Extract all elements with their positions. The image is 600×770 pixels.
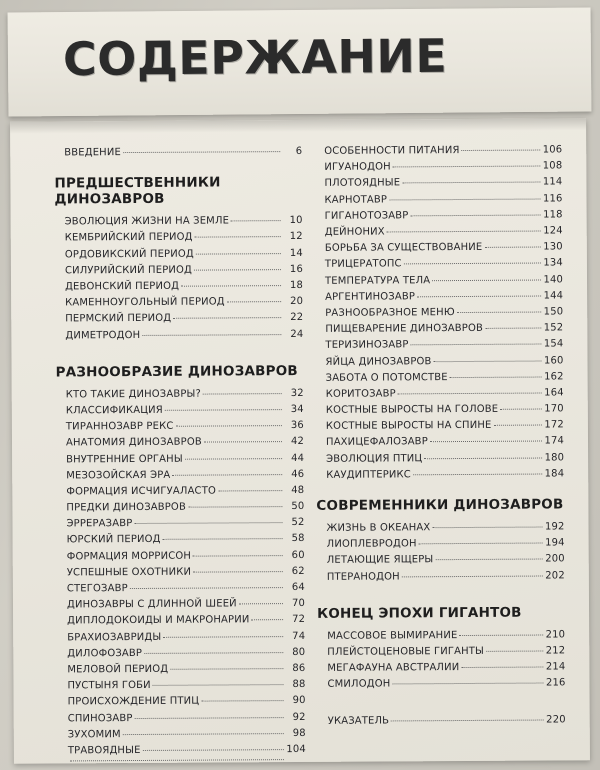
toc-entry-page: 154 [543,338,564,350]
toc-entry-page: 104 [286,743,306,755]
toc-entry-page: 72 [292,614,306,626]
toc-entry-page: 152 [543,322,564,334]
toc-entry-page: 150 [543,306,564,318]
toc-entry[interactable] [56,467,304,485]
toc-entry-page: 184 [544,468,565,480]
toc-entry-label: ЭВОЛЮЦИЯ ПТИЦ [326,452,423,465]
leader-dots [193,555,283,557]
leader-dots [457,311,541,313]
toc-entry-label: КОСТНЫЕ ВЫРОСТЫ НА СПИНЕ [325,420,492,433]
toc-entry-page: 50 [291,501,305,513]
toc-entry[interactable] [55,213,303,231]
toc-entry-label: ЭРРЕРАЗАВР [66,518,133,530]
leader-dots [500,409,542,410]
leader-dots [231,220,281,221]
toc-entry[interactable] [316,466,564,484]
toc-entry[interactable] [315,288,563,306]
toc-entry[interactable] [55,310,303,328]
toc-entry-label: ПЛОТОЯДНЫЕ [324,177,401,190]
toc-entry[interactable] [315,337,563,355]
toc-entry[interactable] [56,402,304,420]
toc-entry-label: ЮРСКИЙ ПЕРИОД [66,534,161,546]
toc-entry-label: ТИРАННОЗАВР РЕКС [65,420,174,433]
toc-entry-page: 52 [291,517,305,529]
toc-entry-page: 192 [544,521,565,533]
toc-entry-page: 48 [291,484,305,496]
section-end-of-giants [317,604,566,693]
toc-entry-page: 144 [543,290,564,302]
toc-entry-page: 200 [545,553,565,565]
toc-entry-label: ДИМЕТРОДОН [65,329,141,342]
toc-entry[interactable] [315,223,563,241]
contents-sheet [10,118,590,764]
toc-entry-page: 220 [546,713,566,726]
leader-dots [153,684,284,686]
toc-entry-page: 130 [543,241,563,253]
leader-dots [430,441,542,443]
toc-entry-label: ДИНОЗАВРЫ С ДЛИННОЙ ШЕЕЙ [66,598,237,611]
leader-dots [389,198,540,200]
toc-entry[interactable] [318,712,566,730]
toc-entry[interactable] [57,677,305,695]
toc-entry-label: СИЛУРИЙСКИЙ ПЕРИОД [64,264,193,277]
toc-entry-page: 64 [291,582,305,594]
toc-entry-label: ПЛЕЙСТОЦЕНОВЫЕ ГИГАНТЫ [327,645,485,658]
toc-entry-page: 108 [542,160,563,172]
toc-entry[interactable] [314,191,562,209]
toc-entry-label: КОСТНЫЕ ВЫРОСТЫ НА ГОЛОВЕ [325,403,499,416]
leader-dots [434,360,542,362]
toc-entry[interactable] [58,726,306,744]
leader-dots [398,392,542,394]
toc-entry-page: 216 [545,677,566,689]
toc-entry[interactable] [317,536,565,554]
toc-entry-label: СПИНОЗАВР [67,712,133,724]
toc-entry[interactable] [317,676,565,694]
toc-entry-label: МЕГАФАУНА АВСТРАЛИИ [327,662,460,674]
toc-entry-page: 22 [290,312,304,324]
toc-entry-page: 140 [543,273,564,286]
toc-entry-page: 42 [290,436,305,448]
toc-entry-page: 20 [290,296,304,308]
toc-entry[interactable] [55,326,303,344]
toc-entry-page: 36 [290,420,304,432]
leader-dots [459,634,543,636]
leader-dots [493,425,541,426]
toc-entry-label: СТЕГОЗАВР [66,583,128,595]
leader-dots [193,571,283,573]
toc-entry[interactable] [56,483,304,501]
contents-column-right [314,142,566,749]
toc-entry-page: 106 [542,144,563,156]
leader-dots [203,393,282,394]
toc-entry[interactable] [316,434,564,452]
toc-entry[interactable] [316,519,564,537]
toc-entry-page: 210 [545,629,566,641]
leader-dots [393,166,541,168]
toc-entry-label: ЛЕТАЮЩИЕ ЯЩЕРЫ [326,554,434,567]
toc-entry-page: 202 [545,569,565,582]
leader-dots [163,539,283,541]
toc-entry[interactable] [315,256,563,274]
toc-entry-label: КАМЕННОУГОЛЬНЫЙ ПЕРИОД [65,296,225,309]
toc-entry-page: 98 [292,727,306,739]
leader-dots [419,543,543,545]
toc-entry-label: ЭВОЛЮЦИЯ ЖИЗНИ НА ЗЕМЛЕ [64,215,230,228]
continued-entries [314,142,564,483]
toc-entry-label: ВВЕДЕНИЕ [64,147,121,159]
toc-entry-label: ПЕРМСКИЙ ПЕРИОД [65,313,172,325]
toc-entry-page: 32 [290,387,304,399]
toc-entry-page: 88 [292,679,306,691]
leader-dots [123,733,284,735]
toc-entry-label: МАССОВОЕ ВЫМИРАНИЕ [327,629,458,642]
leader-dots [411,344,542,346]
toc-entry[interactable] [315,272,563,290]
leader-dots [432,279,541,281]
toc-entry-label: ТРАВОЯДНЫЕ [67,744,141,757]
toc-entry-page: 10 [289,215,303,227]
leader-dots [391,719,544,721]
toc-entry[interactable] [56,515,304,533]
toc-entry-page: 34 [290,403,304,416]
leader-dots [392,683,543,685]
toc-entry[interactable] [58,709,306,727]
toc-entry-label: ЗУХОМИМ [67,728,121,741]
leader-dots [201,700,283,702]
toc-entry[interactable] [55,246,303,264]
leader-dots [461,667,543,669]
toc-entry[interactable] [55,294,303,312]
leader-dots [402,182,540,184]
toc-entry-label: ГИГАНОТОЗАВР [324,210,409,222]
toc-entry-label: РАЗНООБРАЗНОЕ МЕНЮ [325,307,455,319]
section-contemporaries [316,496,565,585]
leader-dots [484,247,540,248]
toc-entry-label: УКАЗАТЕЛЬ [327,714,390,727]
toc-entry-label: ВНУТРЕННИЕ ОРГАНЫ [66,453,183,465]
leader-dots [70,759,284,761]
leader-dots [134,522,282,524]
leader-dots [413,473,542,475]
toc-entry-page: 12 [289,231,303,243]
leader-dots [142,334,281,336]
toc-entry-page: 60 [291,549,305,561]
leader-dots [227,301,281,302]
toc-entry[interactable] [58,742,306,760]
toc-entry-label: ДЕВОНСКИЙ ПЕРИОД [65,280,180,293]
toc-entry-page: 6 [295,146,303,158]
leader-dots [402,575,543,577]
intro-entries [54,144,302,162]
leader-dots [432,527,542,529]
toc-entry-label: ПУСТЫНЯ ГОБИ [67,680,151,692]
toc-entry-label: ПАХИЦЕФАЛОЗАВР [325,436,428,449]
leader-dots [175,425,281,427]
leader-dots [172,474,282,476]
toc-entry[interactable] [315,240,563,258]
toc-entry-label: КЕМБРИЙСКИЙ ПЕРИОД [64,232,193,244]
toc-entry-label: ДЕЙНОНИХ [324,226,385,238]
toc-entry-label: ФОРМАЦИЯ ИСЧИГУАЛАСТО [66,485,216,498]
toc-entry-page: 46 [291,468,305,480]
toc-entry[interactable] [315,207,563,225]
toc-entry[interactable] [58,693,306,711]
leader-dots [404,263,541,265]
toc-entry-label: ИГУАНОДОН [324,161,391,174]
leader-dots [173,318,281,320]
leader-dots [486,650,543,651]
toc-entry-page: 16 [289,263,303,275]
leader-dots [130,587,283,589]
toc-entry[interactable] [57,628,305,646]
toc-entry-page: 174 [544,435,565,447]
toc-entry-label: УСПЕШНЫЕ ОХОТНИКИ [66,566,192,579]
toc-entry-page: 80 [292,646,306,658]
leader-dots [485,328,541,329]
toc-entry-label: ТРИЦЕРАТОПС [324,258,402,271]
toc-entry-page: 212 [545,645,566,657]
toc-entry[interactable] [55,229,303,247]
toc-entry-page: 62 [291,565,305,577]
toc-entry-page: 172 [544,419,564,431]
leader-dots [163,636,283,638]
leader-dots [410,214,540,216]
toc-entry-page: 162 [544,371,564,383]
toc-entry[interactable] [317,568,565,586]
leader-dots [450,376,542,378]
toc-entry[interactable] [316,450,564,468]
toc-entry-label: ПТЕРАНОДОН [326,570,400,583]
toc-entry-page: 14 [289,247,303,259]
toc-entry-page: 44 [291,452,305,464]
toc-entry-page: 86 [292,662,306,675]
toc-entry[interactable] [315,353,563,371]
toc-entry-label: ДИЛОФОЗАВР [67,647,143,660]
toc-entry[interactable] [56,499,304,517]
toc-entry-label: ЯЙЦА ДИНОЗАВРОВ [325,355,432,368]
leader-dots [123,151,280,153]
leader-dots [170,668,283,670]
toc-entry[interactable] [56,450,304,468]
toc-entry-label: БОРЬБА ЗА СУЩЕСТВОВАНИЕ [324,242,483,255]
toc-entry-label: КЛАССИФИКАЦИЯ [65,404,163,417]
toc-entry[interactable] [317,627,565,645]
toc-entry-page: 70 [291,598,306,610]
toc-entry-page: 58 [291,533,305,545]
toc-entry-label: ПИЩЕВАРЕНИЕ ДИНОЗАВРОВ [325,323,484,335]
toc-entry[interactable] [315,320,563,338]
leader-dots [195,237,281,239]
section-title: РАЗНООБРАЗИЕ ДИНОЗАВРОВ [55,362,298,381]
leader-dots [387,231,541,233]
toc-entry[interactable] [55,278,303,296]
toc-entry[interactable] [55,262,303,280]
toc-entry-label: ЖИЗНЬ В ОКЕАНАХ [326,522,431,534]
toc-entry-page: 116 [542,193,563,205]
toc-entry[interactable] [57,596,305,614]
toc-entry[interactable] [57,580,305,598]
toc-entry[interactable] [316,369,564,387]
page-title: СОДЕРЖАНИЕ [62,28,448,87]
toc-entry-label: АНАТОМИЯ ДИНОЗАВРОВ [65,436,202,449]
leader-dots [165,409,282,411]
toc-entry[interactable] [58,758,306,764]
toc-entry-label: МЕЗОЗОЙСКАЯ ЭРА [66,469,171,482]
leader-dots [194,269,281,271]
section-predecessors [54,174,303,344]
toc-entry[interactable] [317,552,565,570]
toc-entry-label: БРАХИОЗАВРИДЫ [67,631,162,644]
leader-dots [143,749,284,751]
leader-dots [251,620,283,621]
toc-entry-page: 214 [545,661,566,673]
index-entries [318,712,566,730]
toc-entry-page: 194 [545,537,565,549]
toc-entry[interactable] [56,386,304,404]
toc-entry[interactable] [57,612,305,630]
sheet-shadow [10,118,586,134]
toc-entry[interactable] [57,564,305,582]
toc-entry-label: КТО ТАКИЕ ДИНОЗАВРЫ? [65,388,201,401]
toc-entry-label: СМИЛОДОН [327,678,391,691]
toc-entry-page: 124 [543,225,563,237]
toc-entry-label: АРГЕНТИНОЗАВР [325,291,416,303]
contents-column-left [54,144,306,764]
leader-dots [424,457,542,459]
toc-entry[interactable] [57,548,305,566]
toc-entry-label: ПРЕДКИ ДИНОЗАВРОВ [66,501,186,514]
toc-entry[interactable] [57,531,305,549]
toc-entry-label: ПРОИСХОЖДЕНИЕ ПТИЦ [67,695,200,708]
toc-entry[interactable] [57,645,305,663]
leader-dots [239,603,283,604]
leader-dots [185,458,282,460]
section-title: КОНЕЦ ЭПОХИ ГИГАНТОВ [317,604,522,622]
toc-entry-page: 118 [543,209,563,221]
toc-entry-label: ОСОБЕННОСТИ ПИТАНИЯ [324,145,460,157]
leader-dots [204,441,282,442]
toc-entry-page: 170 [544,403,564,415]
toc-entry-page: 180 [544,452,565,464]
toc-entry-label: ЗАБОТА О ПОТОМСТВЕ [325,371,448,384]
toc-entry-page: 164 [544,387,564,399]
toc-entry-page: 114 [542,176,563,188]
toc-entry[interactable] [316,418,564,436]
toc-entry[interactable] [317,659,565,677]
toc-entry-label: ДИПЛОДОКОИДЫ И МАКРОНАРИИ [67,614,250,627]
toc-entry-page: 92 [292,711,306,723]
toc-entry-page: 134 [543,257,563,269]
toc-entry-page: 74 [292,630,306,642]
toc-entry-page: 18 [289,280,304,292]
toc-entry-page: 90 [292,695,306,707]
toc-entry[interactable] [314,175,562,193]
leader-dots [462,150,541,151]
toc-entry[interactable] [315,304,563,322]
section-title: СОВРЕМЕННИКИ ДИНОЗАВРОВ [316,496,564,514]
toc-entry-label: КАРНОТАВР [324,194,388,206]
section-title: ПРЕДШЕСТВЕННИКИ ДИНОЗАВРОВ [54,174,221,208]
leader-dots [135,717,284,719]
toc-entry[interactable] [314,142,562,160]
toc-entry[interactable] [56,434,304,452]
toc-entry[interactable] [54,144,302,162]
leader-dots [218,490,282,491]
toc-entry-label: ТЕРИЗИНОЗАВР [325,339,409,352]
toc-entry-label: КОРИТОЗАВР [325,388,396,400]
toc-entry[interactable] [314,159,562,177]
leader-dots [144,652,283,654]
toc-entry[interactable] [56,418,304,436]
toc-entry-label: ФОРМАЦИЯ МОРРИСОН [66,550,192,563]
leader-dots [417,295,541,297]
leader-dots [188,506,282,508]
toc-entry[interactable] [316,385,564,403]
leader-dots [435,559,542,561]
title-banner [8,7,592,116]
toc-entry[interactable] [317,643,565,661]
toc-entry-page: 160 [543,354,564,367]
section-diversity [56,363,306,764]
toc-entry-label: ЛИОПЛЕВРОДОН [326,538,417,551]
toc-entry[interactable] [316,401,564,419]
toc-entry[interactable] [57,661,305,679]
toc-entry-label: МЕЛОВОЙ ПЕРИОД [67,663,169,676]
toc-entry-page: 24 [290,328,304,340]
leader-dots [181,285,281,287]
leader-dots [196,253,281,255]
toc-entry-label: ОРДОВИКСКИЙ ПЕРИОД [64,248,194,261]
toc-entry-label: ТЕМПЕРАТУРА ТЕЛА [324,274,431,287]
toc-entry-label: КАУДИПТЕРИКС [326,469,411,481]
